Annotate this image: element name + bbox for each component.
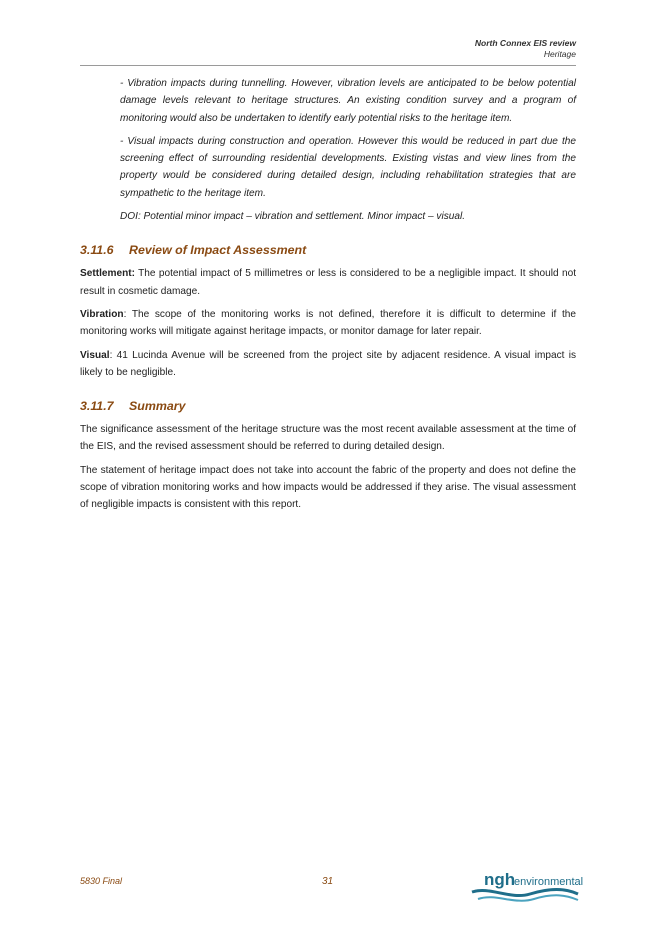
section-heading-review [80, 242, 576, 258]
vibration-label: Vibration [80, 308, 124, 320]
section-number: 3.11.6 [80, 243, 114, 258]
settlement-label: Settlement: [80, 268, 135, 280]
document-section: Heritage [543, 49, 576, 59]
logo-wave-icon [470, 886, 580, 908]
ngh-environmental-logo [470, 868, 584, 908]
vibration-text: : The scope of the monitoring works is not defined, therefore it is difficult to determine if the monitoring works will mitigate against heritage impacts, or monitor damage for later repair. [80, 308, 576, 338]
summary-paragraph-2: The statement of heritage impact does not take into account the fabric of the property and does not define the scope of vibration monitoring works and how impacts would be addressed if they arise. The visual assessment of negligible impacts is consistent with this report. [80, 464, 576, 511]
impact-vibration-item: - Vibration impacts during tunnelling. However, vibration levels are anticipated to be below potential damage levels relevant to heritage structures. An existing condition survey and a program of monitoring would also be undertaken to identify early potential risks to the heritage item. [120, 78, 576, 124]
page-content [80, 75, 576, 520]
doi-statement: DOI: Potential minor impact – vibration and settlement. Minor impact – visual. [120, 211, 466, 223]
settlement-paragraph [80, 265, 576, 300]
impacts-list [120, 75, 576, 225]
section-heading-summary [80, 398, 576, 414]
visual-label: Visual [80, 349, 110, 361]
vibration-paragraph [80, 306, 576, 341]
section-title: Review of Impact Assessment [129, 243, 307, 258]
document-title: North Connex EIS review [474, 38, 576, 48]
logo-ngh-text: ngh [484, 870, 516, 889]
logo-environmental-text: environmental [514, 876, 584, 888]
page-number: 31 [322, 876, 334, 887]
settlement-text: The potential impact of 5 millimetres or less is considered to be a negligible impact. It should not result in cosmetic damage. [80, 268, 576, 297]
page-header [475, 38, 576, 60]
section-title: Summary [129, 399, 186, 414]
visual-text: : 41 Lucinda Avenue will be screened from the project site by adjacent residence. A visual impact is likely to be negligible. [80, 349, 576, 378]
summary-paragraph-1: The significance assessment of the heritage structure was the most recent available assessment at the time of the EIS, and the revised assessment should be referred to during detailed design. [80, 424, 576, 453]
visual-paragraph [80, 347, 576, 382]
section-number: 3.11.7 [80, 399, 114, 414]
footer-doc-ref: 5830 Final [80, 876, 123, 886]
header-divider [80, 65, 576, 66]
impact-visual-item: - Visual impacts during construction and operation. However this would be reduced in part due the screening effect of surrounding residential developments. Existing vistas and view lines from the property would be considered during detailed design, including rehabilitation strategies that are sympathetic to the heritage item. [120, 135, 576, 199]
